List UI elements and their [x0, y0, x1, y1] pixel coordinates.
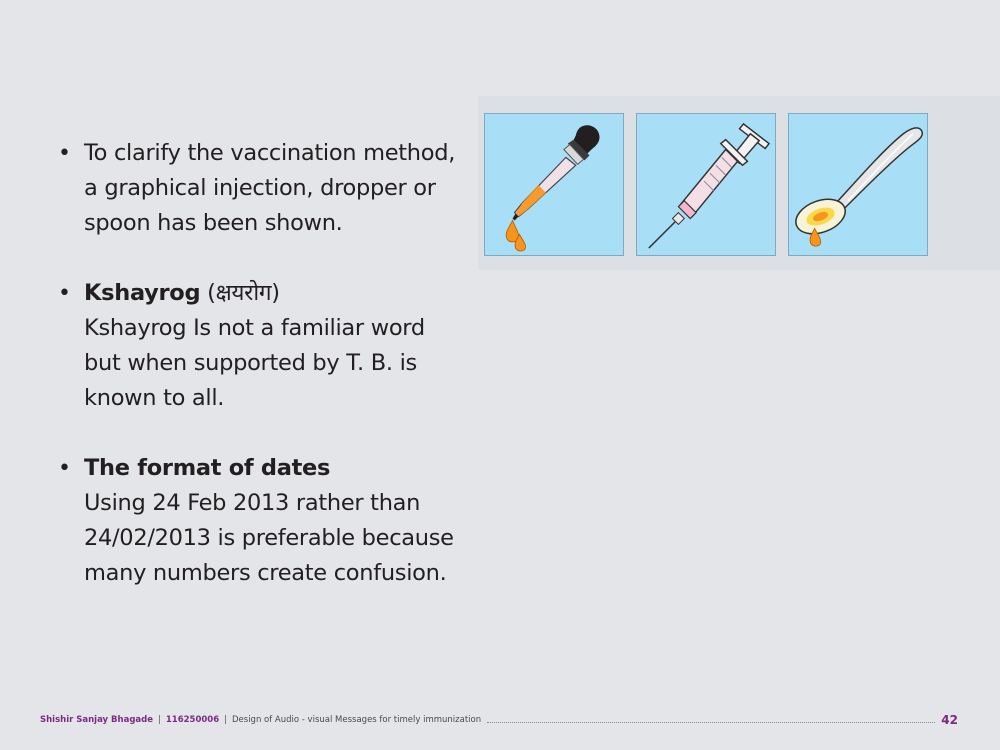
- bullet-line: Kshayrog Is not a familiar word: [84, 315, 425, 341]
- bullet-title: The format of dates: [84, 455, 331, 481]
- footer-separator: |: [224, 715, 227, 725]
- bullet-line: To clarify the vaccination method,: [84, 140, 456, 166]
- bullet-date-format: [58, 451, 478, 591]
- bullet-line: but when supported by T. B. is: [84, 350, 417, 376]
- footer: [40, 712, 958, 728]
- footer-leader-line: [487, 722, 935, 723]
- bullet-title-note: (क्षयरोग): [200, 280, 280, 306]
- bullet-title: Kshayrog: [84, 280, 201, 306]
- bullet-line: spoon has been shown.: [84, 210, 343, 236]
- footer-title: Design of Audio - visual Messages for timely immunization: [231, 715, 482, 725]
- bullet-dot: •: [58, 456, 71, 481]
- bullet-heading: [84, 451, 478, 486]
- bullet-list: [58, 136, 478, 591]
- bullet-line: known to all.: [84, 385, 225, 411]
- bullet-line: Using 24 Feb 2013 rather than: [84, 490, 421, 516]
- bullet-heading: [84, 276, 478, 311]
- bullet-vaccination-method: [58, 136, 478, 241]
- page-number: 42: [941, 713, 958, 727]
- syringe-icon: [636, 113, 776, 256]
- bullet-dot: •: [58, 281, 71, 306]
- spoon-icon: [788, 113, 928, 256]
- bullet-line: 24/02/2013 is preferable because: [84, 525, 454, 551]
- bullet-line: a graphical injection, dropper or: [84, 175, 436, 201]
- bullet-line: many numbers create confusion.: [84, 560, 447, 586]
- bullet-kshayrog: [58, 276, 478, 416]
- footer-separator: |: [158, 715, 161, 725]
- bullet-dot: •: [58, 141, 71, 166]
- footer-author: Shishir Sanjay Bhagade: [40, 715, 153, 725]
- footer-student-id: 116250006: [165, 715, 220, 725]
- dropper-icon: [484, 113, 624, 256]
